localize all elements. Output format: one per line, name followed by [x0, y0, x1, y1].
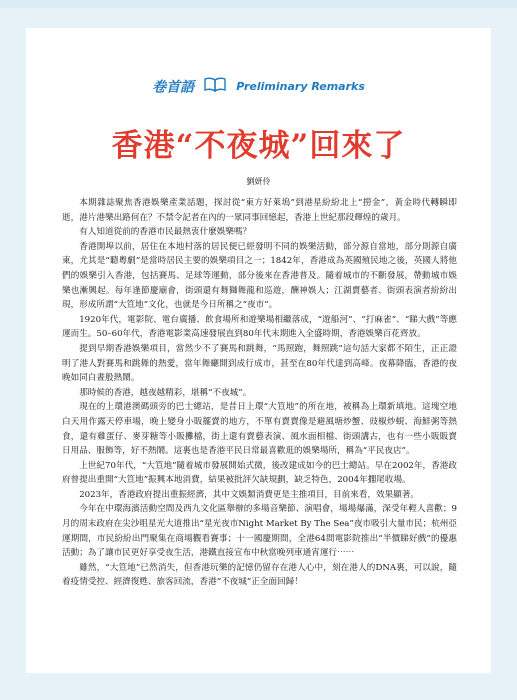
- article-body: [62, 196, 457, 590]
- paragraph: 雖然，“大笪地”已然消失，但香港玩樂的記憶仍留存在港人心中，刻在港人的DNA裏，可以說，隨着疫情受控、經濟復甦、旅客回流，香港“不夜城”正全面回歸！: [62, 562, 457, 588]
- header-en: Preliminary Remarks: [236, 80, 365, 93]
- open-book-icon: [204, 77, 226, 96]
- paragraph: 2023年，香港政府提出重振經濟，其中文娛類消費更是主推項目，目前來看，效果顯著。: [79, 489, 420, 500]
- paragraph: 有人知道從前的香港市民最熱衷什麼娛樂嗎？: [79, 227, 252, 238]
- header-zh: 卷首語: [152, 79, 195, 96]
- section-header: [26, 76, 491, 97]
- paragraph: 本期雜誌聚焦香港娛樂產業話題，探討從“東方好萊塢”到港星紛紛北上“撈金”，黃金時代轉瞬即逝，港片港樂出路何在？不禁令記者在內的一眾同事回憶起，香港上世紀那段輝煌的歲月。: [62, 198, 457, 223]
- paragraph: 香港開埠以前，居住在本地村落的居民便已經發明不同的娛樂活動，部分源自當地，部分則源自廣東，尤其是“聽粵劇”是當時居民主要的娛樂項目之一；1842年，香港成為英國殖民地之後，英國人將他們的娛樂引入香港，包括賽馬、足球等運動，部分後來在香港普及。隨着城市的不斷發展，帶動城市娛樂也漸興起。每年逢節慶廟會，街頭還有舞獅舞龍和巡遊，酬神娛人；江湖賣藝者、街頭表演者紛紛出現，形成所謂“大笪地”文化，也就是今日所稱之“夜市”。: [62, 241, 457, 311]
- paragraph: 那時候的香港，越夜越精彩，堪稱“不夜城”。: [79, 387, 252, 398]
- article-title: 香港“不夜城”回來了: [111, 128, 406, 164]
- paragraph: 現在的上環港澳碼頭旁的巴士總站，是昔日上環“大笪地”的所在地，被稱為上環新填地。這塊空地白天用作露天停車場，晚上變身小販擺賣的地方，不單有賣賣像是避風塘炒蟹、豉椒炒蜆、海鮮粥等熱食，還有雞蛋仔、麥芽糖等小販攤檔，街上還有賣藝表演、風水面相檔、街頭講古，也有一些小販販賣日用品、服飾等，好不熱鬧。這裏也是香港平民日常最喜歡逛的娛樂場所，稱為“平民夜店”。: [62, 402, 457, 457]
- top-stripe: [0, 0, 517, 8]
- paragraph: 提到早期香港娛樂項目，當然少不了賽馬和跳舞，“馬照跑，舞照跳”這句話大家都不陌生，正正證明了港人對賽馬和跳舞的熱愛，當年舞廳開到成行成市，甚至在80年代達到高峰。夜幕降臨，香港的夜晚如同白晝般熱鬧。: [62, 343, 457, 384]
- paragraph: 今年在中環海濱活動空間及西九文化區舉辦的多場音樂節、演唱會，場場爆滿，深受年輕人喜歡；9月的周末政府在尖沙咀星光大道推出“星光夜市Night Market By The Sea”夜市吸引大量市民；杭州亞運期間，市民紛紛出門聚集在商場觀看賽事；十一國慶期間，全港64間電影院推出“半價睇好戲”的優惠活動；為了讓市民更好享受夜生活，港鐵直接宣布中秋當晚列車通宵運行⋯⋯: [62, 504, 457, 559]
- paragraph: 1920年代，電影院、電台廣播、飲食場所和遊樂場相繼落成，“遊船河”、“打麻雀”、“睇大戲”等應運而生。50–60年代，香港電影業高速發展直到80年代末期進入全盛時期，香港娛樂百花齊放。: [62, 314, 457, 340]
- author-name: 劉妍伶: [246, 177, 271, 186]
- magazine-page: [26, 28, 491, 673]
- paragraph: 上世紀70年代，“大笪地”隨着城市發展開始式微，後改建成如今的巴士總站。早在2002年，香港政府曾提出重開“大笪地”振興本地消費，結果被批評欠缺規劃，缺乏特色，2004年擱尾收場。: [62, 460, 457, 486]
